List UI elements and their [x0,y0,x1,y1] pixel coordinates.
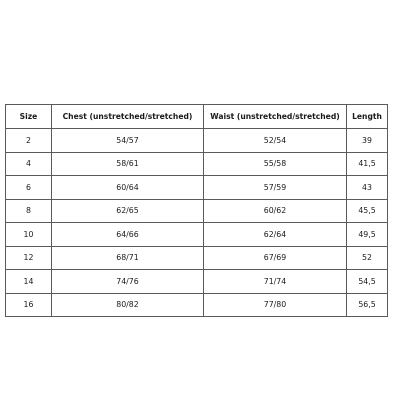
cell-size: 8 [6,199,52,223]
cell-chest: 68/71 [52,246,204,270]
cell-chest: 62/65 [52,199,204,223]
table-row [6,270,388,294]
cell-size: 14 [6,270,52,294]
cell-waist: 62/64 [204,223,347,247]
table-row [6,293,388,317]
header-size: Size [6,105,52,129]
cell-waist: 67/69 [204,246,347,270]
cell-length: 45,5 [347,199,388,223]
cell-length: 56,5 [347,293,388,317]
cell-size: 6 [6,176,52,200]
header-length: Length [347,105,388,129]
cell-size: 4 [6,152,52,176]
cell-waist: 77/80 [204,293,347,317]
cell-chest: 54/57 [52,129,204,153]
header-waist: Waist (unstretched/stretched) [204,105,347,129]
cell-length: 54,5 [347,270,388,294]
cell-size: 2 [6,129,52,153]
cell-waist: 71/74 [204,270,347,294]
table-row [6,152,388,176]
cell-chest: 80/82 [52,293,204,317]
table-row [6,246,388,270]
cell-chest: 58/61 [52,152,204,176]
cell-length: 39 [347,129,388,153]
cell-waist: 57/59 [204,176,347,200]
cell-length: 41,5 [347,152,388,176]
table-header-row [6,105,388,129]
cell-length: 52 [347,246,388,270]
cell-chest: 64/66 [52,223,204,247]
cell-chest: 74/76 [52,270,204,294]
cell-size: 12 [6,246,52,270]
cell-length: 49,5 [347,223,388,247]
cell-waist: 55/58 [204,152,347,176]
cell-waist: 52/54 [204,129,347,153]
cell-waist: 60/62 [204,199,347,223]
cell-length: 43 [347,176,388,200]
cell-size: 16 [6,293,52,317]
table-row [6,176,388,200]
table-row [6,199,388,223]
table-row [6,223,388,247]
cell-chest: 60/64 [52,176,204,200]
table-row [6,129,388,153]
header-chest: Chest (unstretched/stretched) [52,105,204,129]
size-chart-table [5,104,388,317]
cell-size: 10 [6,223,52,247]
